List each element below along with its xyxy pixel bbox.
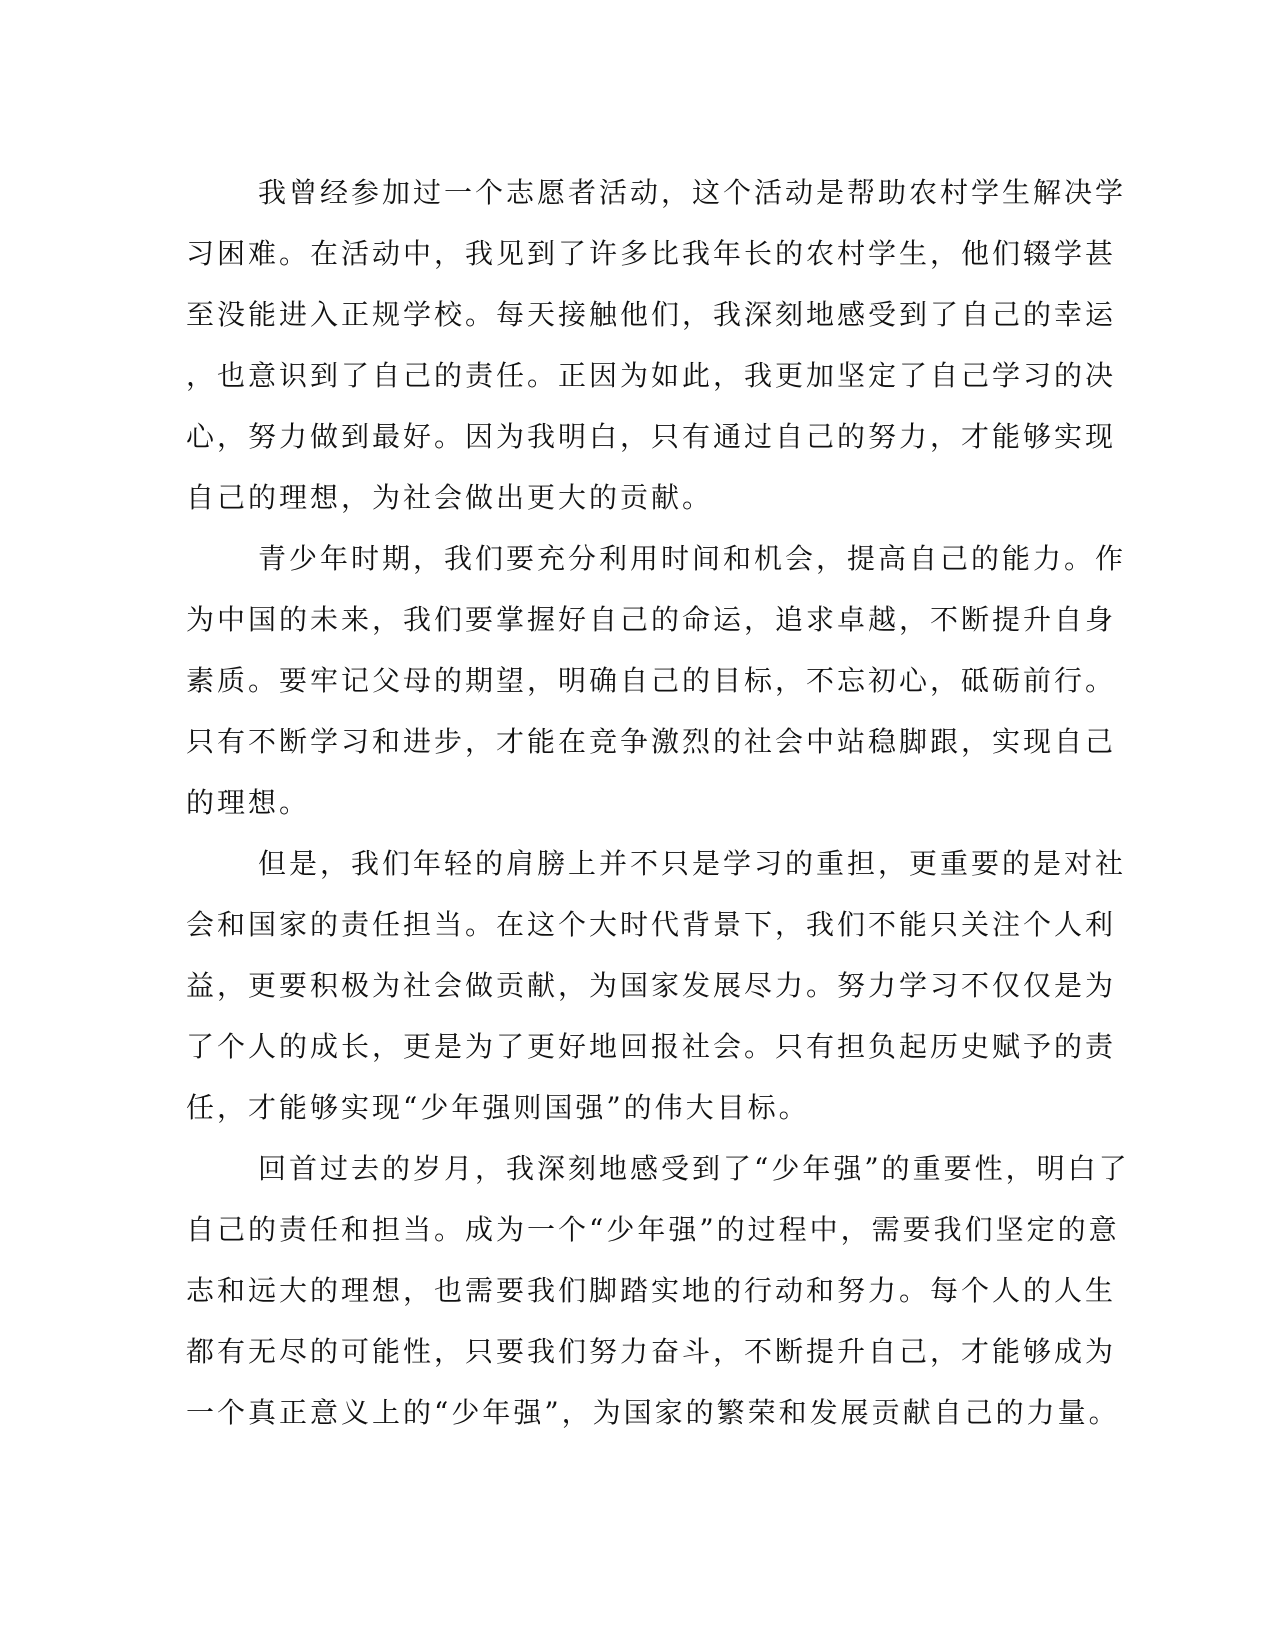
text-line: 任，才能够实现“少年强则国强”的伟大目标。 (186, 1091, 810, 1124)
paragraph-3 (186, 833, 1127, 1138)
text-line: 志和远大的理想，也需要我们脚踏实地的行动和努力。每个人的人生 (186, 1274, 1117, 1307)
text-line: 只有不断学习和进步，才能在竞争激烈的社会中站稳脚跟，实现自己 (186, 725, 1117, 758)
text-line: 一个真正意义上的“少年强”，为国家的繁荣和发展贡献自己的力量。 (186, 1396, 1120, 1429)
text-line: 益，更要积极为社会做贡献，为国家发展尽力。努力学习不仅仅是为 (186, 969, 1117, 1002)
text-line: 青少年时期，我们要充分利用时间和机会，提高自己的能力。作 (258, 542, 1127, 575)
text-line: 但是，我们年轻的肩膀上并不只是学习的重担，更重要的是对社 (258, 847, 1127, 880)
text-line: 自己的责任和担当。成为一个“少年强”的过程中，需要我们坚定的意 (186, 1213, 1120, 1246)
paragraph-4 (186, 1138, 1130, 1443)
text-line: 为中国的未来，我们要掌握好自己的命运，追求卓越，不断提升自身 (186, 603, 1117, 636)
text-line: 素质。要牢记父母的期望，明确自己的目标，不忘初心，砥砺前行。 (186, 664, 1117, 697)
document-body (186, 162, 1130, 1443)
text-line: 心，努力做到最好。因为我明白，只有通过自己的努力，才能够实现 (186, 420, 1117, 453)
text-line: 习困难。在活动中，我见到了许多比我年长的农村学生，他们辍学甚 (186, 237, 1117, 270)
text-line: ，也意识到了自己的责任。正因为如此，我更加坚定了自己学习的决 (186, 359, 1117, 392)
paragraph-1 (186, 162, 1127, 528)
text-line: 自己的理想，为社会做出更大的贡献。 (186, 481, 714, 514)
text-line: 会和国家的责任担当。在这个大时代背景下，我们不能只关注个人利 (186, 908, 1117, 941)
paragraph-2 (186, 528, 1127, 833)
text-line: 了个人的成长，更是为了更好地回报社会。只有担负起历史赋予的责 (186, 1030, 1117, 1063)
text-line: 的理想。 (186, 786, 311, 819)
text-line: 都有无尽的可能性，只要我们努力奋斗，不断提升自己，才能够成为 (186, 1335, 1117, 1368)
text-line: 回首过去的岁月，我深刻地感受到了“少年强”的重要性，明白了 (258, 1152, 1130, 1185)
text-line: 至没能进入正规学校。每天接触他们，我深刻地感受到了自己的幸运 (186, 298, 1117, 331)
text-line: 我曾经参加过一个志愿者活动，这个活动是帮助农村学生解决学 (258, 176, 1127, 209)
